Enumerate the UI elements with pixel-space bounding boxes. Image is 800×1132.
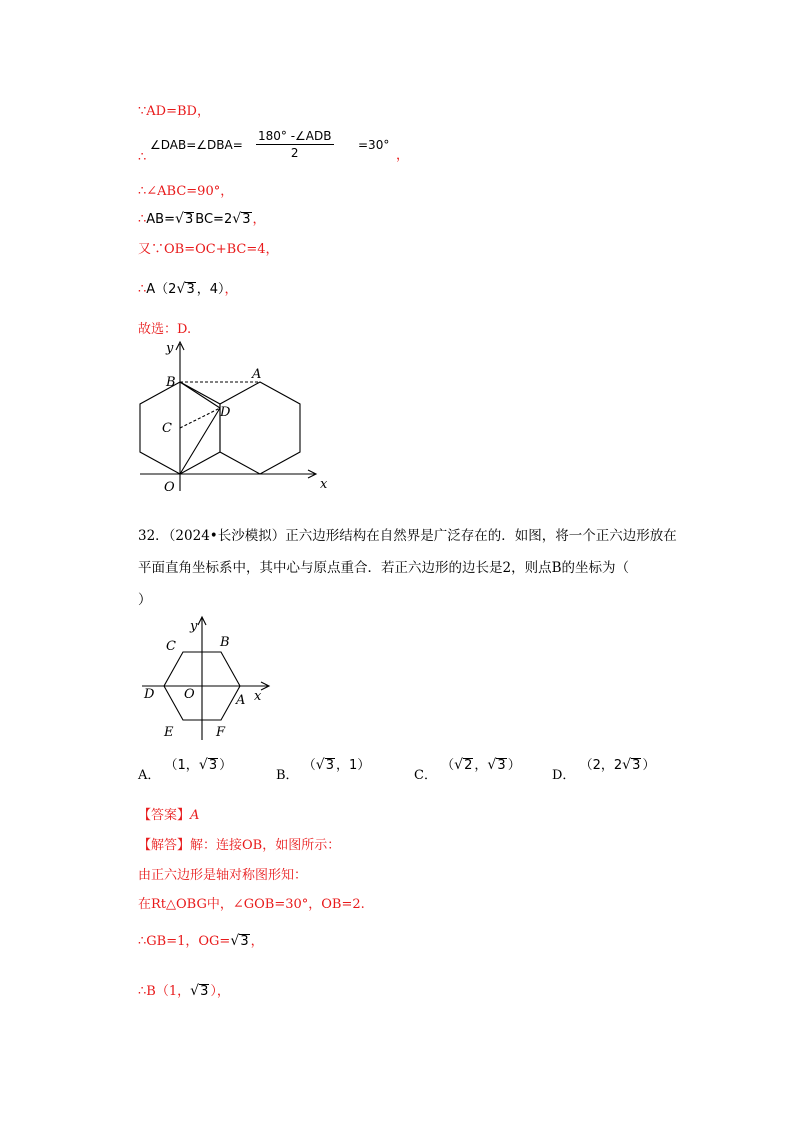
angle-equation-rhs: =30° — [358, 138, 390, 152]
question-32-line-3: ） — [138, 592, 152, 608]
bc-label: BC=2 — [195, 212, 233, 227]
option-value: （1，√ 3 ） — [165, 758, 233, 773]
label-c: C — [162, 421, 172, 436]
solve-tag: 【解答】 — [138, 838, 191, 853]
solve-line-5 — [138, 980, 230, 999]
label-e: E — [164, 725, 174, 740]
label-d: D — [220, 405, 231, 420]
sqrt-3: √ 3 — [232, 212, 251, 227]
therefore-symbol: ∴ — [138, 282, 147, 297]
line-end-comma: ）， — [210, 984, 230, 999]
option-letter: C． — [414, 768, 437, 783]
label-b: B — [166, 375, 176, 390]
therefore-symbol: ∴ — [138, 150, 147, 165]
label-x: x — [254, 689, 262, 704]
answer-line — [138, 804, 199, 823]
sqrt-3: √ 3 — [176, 282, 195, 297]
question-32-line-1: 32．（2024•长沙模拟）正六边形结构在自然界是广泛存在的．如图，将一个正六边形放在 — [138, 528, 677, 544]
option-letter: B． — [276, 768, 299, 783]
question-32-line-2: 平面直角坐标系中，其中心与原点重合．若正六边形的边长是2，则点B的坐标为（ — [138, 560, 630, 576]
option-letter: A． — [138, 768, 161, 783]
label-o: O — [184, 687, 195, 702]
solve-step-4-text: ∴GB=1，OG= — [138, 934, 231, 949]
angle-fraction — [256, 128, 334, 161]
option-value: （√ 2 ，√ 3 ） — [441, 758, 521, 773]
sqrt-3: √ 3 — [230, 934, 249, 949]
point-a-coord-start: A（2 — [146, 282, 177, 297]
option-d[interactable] — [552, 758, 656, 783]
figure-centered-hexagon — [136, 612, 276, 742]
option-value: （2，2√ 3 ） — [580, 758, 656, 773]
label-y: y — [190, 619, 198, 634]
solve-line-2: 由正六边形是轴对称图形知： — [138, 868, 308, 883]
solve-line-4 — [138, 930, 264, 949]
label-x: x — [320, 477, 328, 492]
sqrt-3: √ 3 — [190, 984, 209, 999]
line-end-comma: ， — [224, 282, 238, 297]
label-f: F — [216, 725, 226, 740]
solution-line-1: ∵AD=BD， — [138, 104, 210, 119]
solve-line-1 — [138, 834, 340, 853]
angle-equation-lhs: ∠DAB=∠DBA= — [150, 138, 243, 152]
label-a: A — [236, 693, 246, 708]
line-end-comma: ， — [396, 148, 410, 163]
label-b: B — [220, 635, 230, 650]
solution-line-4 — [138, 208, 266, 227]
right-hexagon — [220, 382, 300, 474]
solution-line-5: 又∵OB=OC+BC=4， — [138, 242, 279, 257]
label-o: O — [164, 480, 175, 495]
answer-tag: 【答案】 — [138, 808, 191, 823]
option-value: （√ 3 ，1） — [303, 758, 371, 773]
segment-bd — [180, 382, 220, 408]
fraction-numerator: 180° -∠ADB — [258, 129, 332, 143]
solve-step-5-text: ∴B（1， — [138, 984, 191, 999]
option-a[interactable] — [138, 758, 233, 783]
option-letter: D． — [552, 768, 576, 783]
solution-line-3: ∴∠ABC=90°， — [138, 184, 234, 199]
option-c[interactable] — [414, 758, 521, 783]
line-end-comma: ， — [250, 934, 264, 949]
therefore-symbol: ∴ — [138, 212, 147, 227]
label-c: C — [166, 639, 176, 654]
answer-value: A — [190, 808, 200, 823]
label-d: D — [144, 687, 155, 702]
label-y: y — [166, 341, 174, 356]
option-b[interactable] — [276, 758, 371, 783]
figure-two-hexagons — [130, 336, 340, 496]
solve-step-1: 解：连接OB，如图所示： — [190, 838, 341, 853]
line-end-comma: ， — [252, 212, 266, 227]
label-a: A — [252, 367, 262, 382]
solve-line-3: 在Rt△OBG中，∠GOB=30°，OB=2. — [138, 897, 365, 912]
sqrt-3: √ 3 — [175, 212, 194, 227]
point-a-coord-end: ，4） — [196, 282, 225, 297]
solution-line-7: 故选：D. — [138, 322, 192, 337]
solution-line-6 — [138, 278, 238, 297]
ab-label: AB= — [146, 212, 175, 227]
fraction-denominator: 2 — [290, 146, 299, 160]
